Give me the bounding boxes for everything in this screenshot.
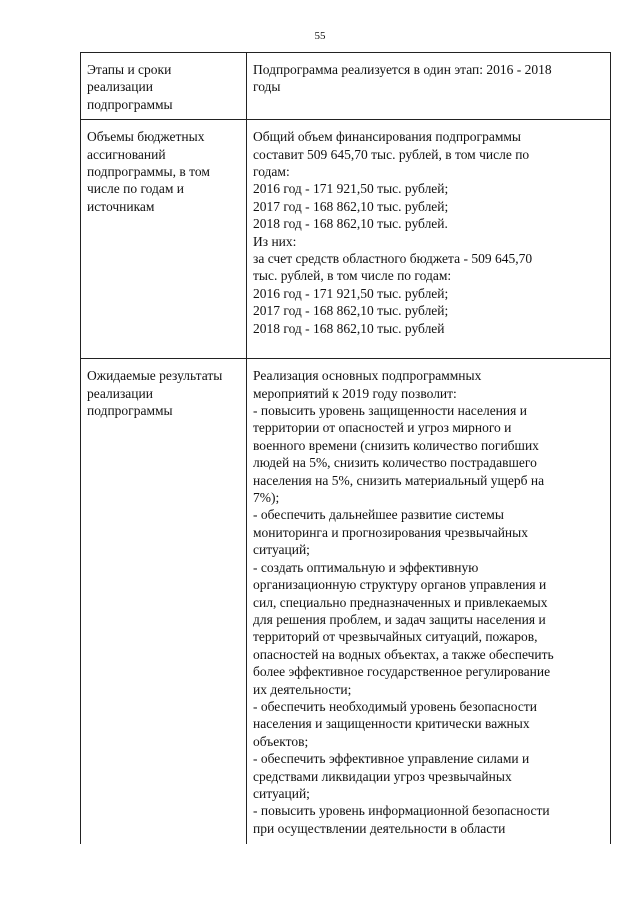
- text-line: объектов;: [253, 733, 309, 749]
- text-line: подпрограммы, в том: [87, 164, 210, 180]
- text-line: - обеспечить необходимый уровень безопасности: [253, 698, 537, 714]
- text-line: мероприятий к 2019 году позволит:: [253, 385, 457, 401]
- text-line: их деятельности;: [253, 681, 352, 697]
- text-line: военного времени (снизить количество погибших: [253, 437, 539, 453]
- table-row-results: [81, 359, 611, 845]
- text-line: 2017 год - 168 862,10 тыс. рублей;: [253, 303, 449, 319]
- table-row-budget: [81, 120, 611, 359]
- text-line: при осуществлении деятельности в области: [253, 820, 506, 836]
- text-line: подпрограммы: [87, 96, 173, 112]
- text-line: сил, специально предназначенных и привлекаемых: [253, 594, 548, 610]
- text-line: 2016 год - 171 921,50 тыс. рублей;: [253, 285, 449, 301]
- text-line: территории от опасностей и угроз мирного и: [253, 420, 512, 436]
- text-line: Общий объем финансирования подпрограммы: [253, 129, 521, 145]
- text-line: людей на 5%, снизить количество пострадавшего: [253, 455, 537, 471]
- text-line: Ожидаемые результаты: [87, 368, 223, 384]
- text-line: опасностей на водных объектах, а также обеспечить: [253, 646, 554, 662]
- row-label-stages: [81, 53, 247, 120]
- text-line: реализации: [87, 385, 153, 401]
- text-line: - повысить уровень защищенности населения и: [253, 403, 527, 419]
- text-line: организационную структуру органов управления и: [253, 577, 547, 593]
- text-line: 2018 год - 168 862,10 тыс. рублей: [253, 320, 445, 336]
- row-label-budget: [81, 120, 247, 359]
- text-line: подпрограммы: [87, 403, 173, 419]
- text-line: 2017 год - 168 862,10 тыс. рублей;: [253, 198, 449, 214]
- text-line: числе по годам и: [87, 181, 185, 197]
- text-line: - обеспечить дальнейшее развитие системы: [253, 507, 504, 523]
- text-line: для решения проблем, и задач защиты населения и: [253, 611, 546, 627]
- text-line: ситуаций;: [253, 785, 310, 801]
- text-line: 2018 год - 168 862,10 тыс. рублей.: [253, 216, 448, 232]
- text-line: источникам: [87, 198, 155, 214]
- text-line: - повысить уровень информационной безопасности: [253, 803, 550, 819]
- row-label-results: [81, 359, 247, 845]
- row-value-results: [247, 359, 611, 845]
- text-line: Объемы бюджетных: [87, 129, 205, 145]
- text-line: реализации: [87, 79, 153, 95]
- text-line: населения на 5%, снизить материальный ущерб на: [253, 472, 545, 488]
- text-line: - обеспечить эффективное управление силами и: [253, 751, 530, 767]
- text-line: территорий от чрезвычайных ситуаций, пожаров,: [253, 629, 538, 645]
- text-line: тыс. рублей, в том числе по годам:: [253, 268, 452, 284]
- table-row-stages: [81, 53, 611, 120]
- text-line: составит 509 645,70 тыс. рублей, в том числе по: [253, 146, 530, 162]
- text-line: Реализация основных подпрограммных: [253, 368, 482, 384]
- text-line: за счет средств областного бюджета - 509 645,70: [253, 251, 533, 267]
- text-line: ассигнований: [87, 146, 166, 162]
- text-line: Подпрограмма реализуется в один этап: 2016 - 2018: [253, 62, 552, 77]
- row-value-stages: [247, 53, 611, 120]
- text-line: 2016 год - 171 921,50 тыс. рублей;: [253, 181, 449, 197]
- text-line: годам:: [253, 164, 290, 180]
- row-value-budget: [247, 120, 611, 359]
- text-line: годы: [253, 79, 281, 95]
- page-number: 55: [314, 30, 326, 42]
- text-line: ситуаций;: [253, 542, 310, 558]
- text-line: - создать оптимальную и эффективную: [253, 559, 479, 575]
- text-line: Этапы и сроки: [87, 62, 172, 77]
- text-line: населения и защищенности критически важных: [253, 716, 530, 732]
- text-line: более эффективное государственное регулирование: [253, 664, 551, 680]
- text-line: Из них:: [253, 233, 297, 249]
- text-line: средствами ликвидации угроз чрезвычайных: [253, 768, 512, 784]
- text-line: 7%);: [253, 490, 280, 506]
- passport-table: [80, 52, 611, 844]
- text-line: мониторинга и прогнозирования чрезвычайных: [253, 524, 528, 540]
